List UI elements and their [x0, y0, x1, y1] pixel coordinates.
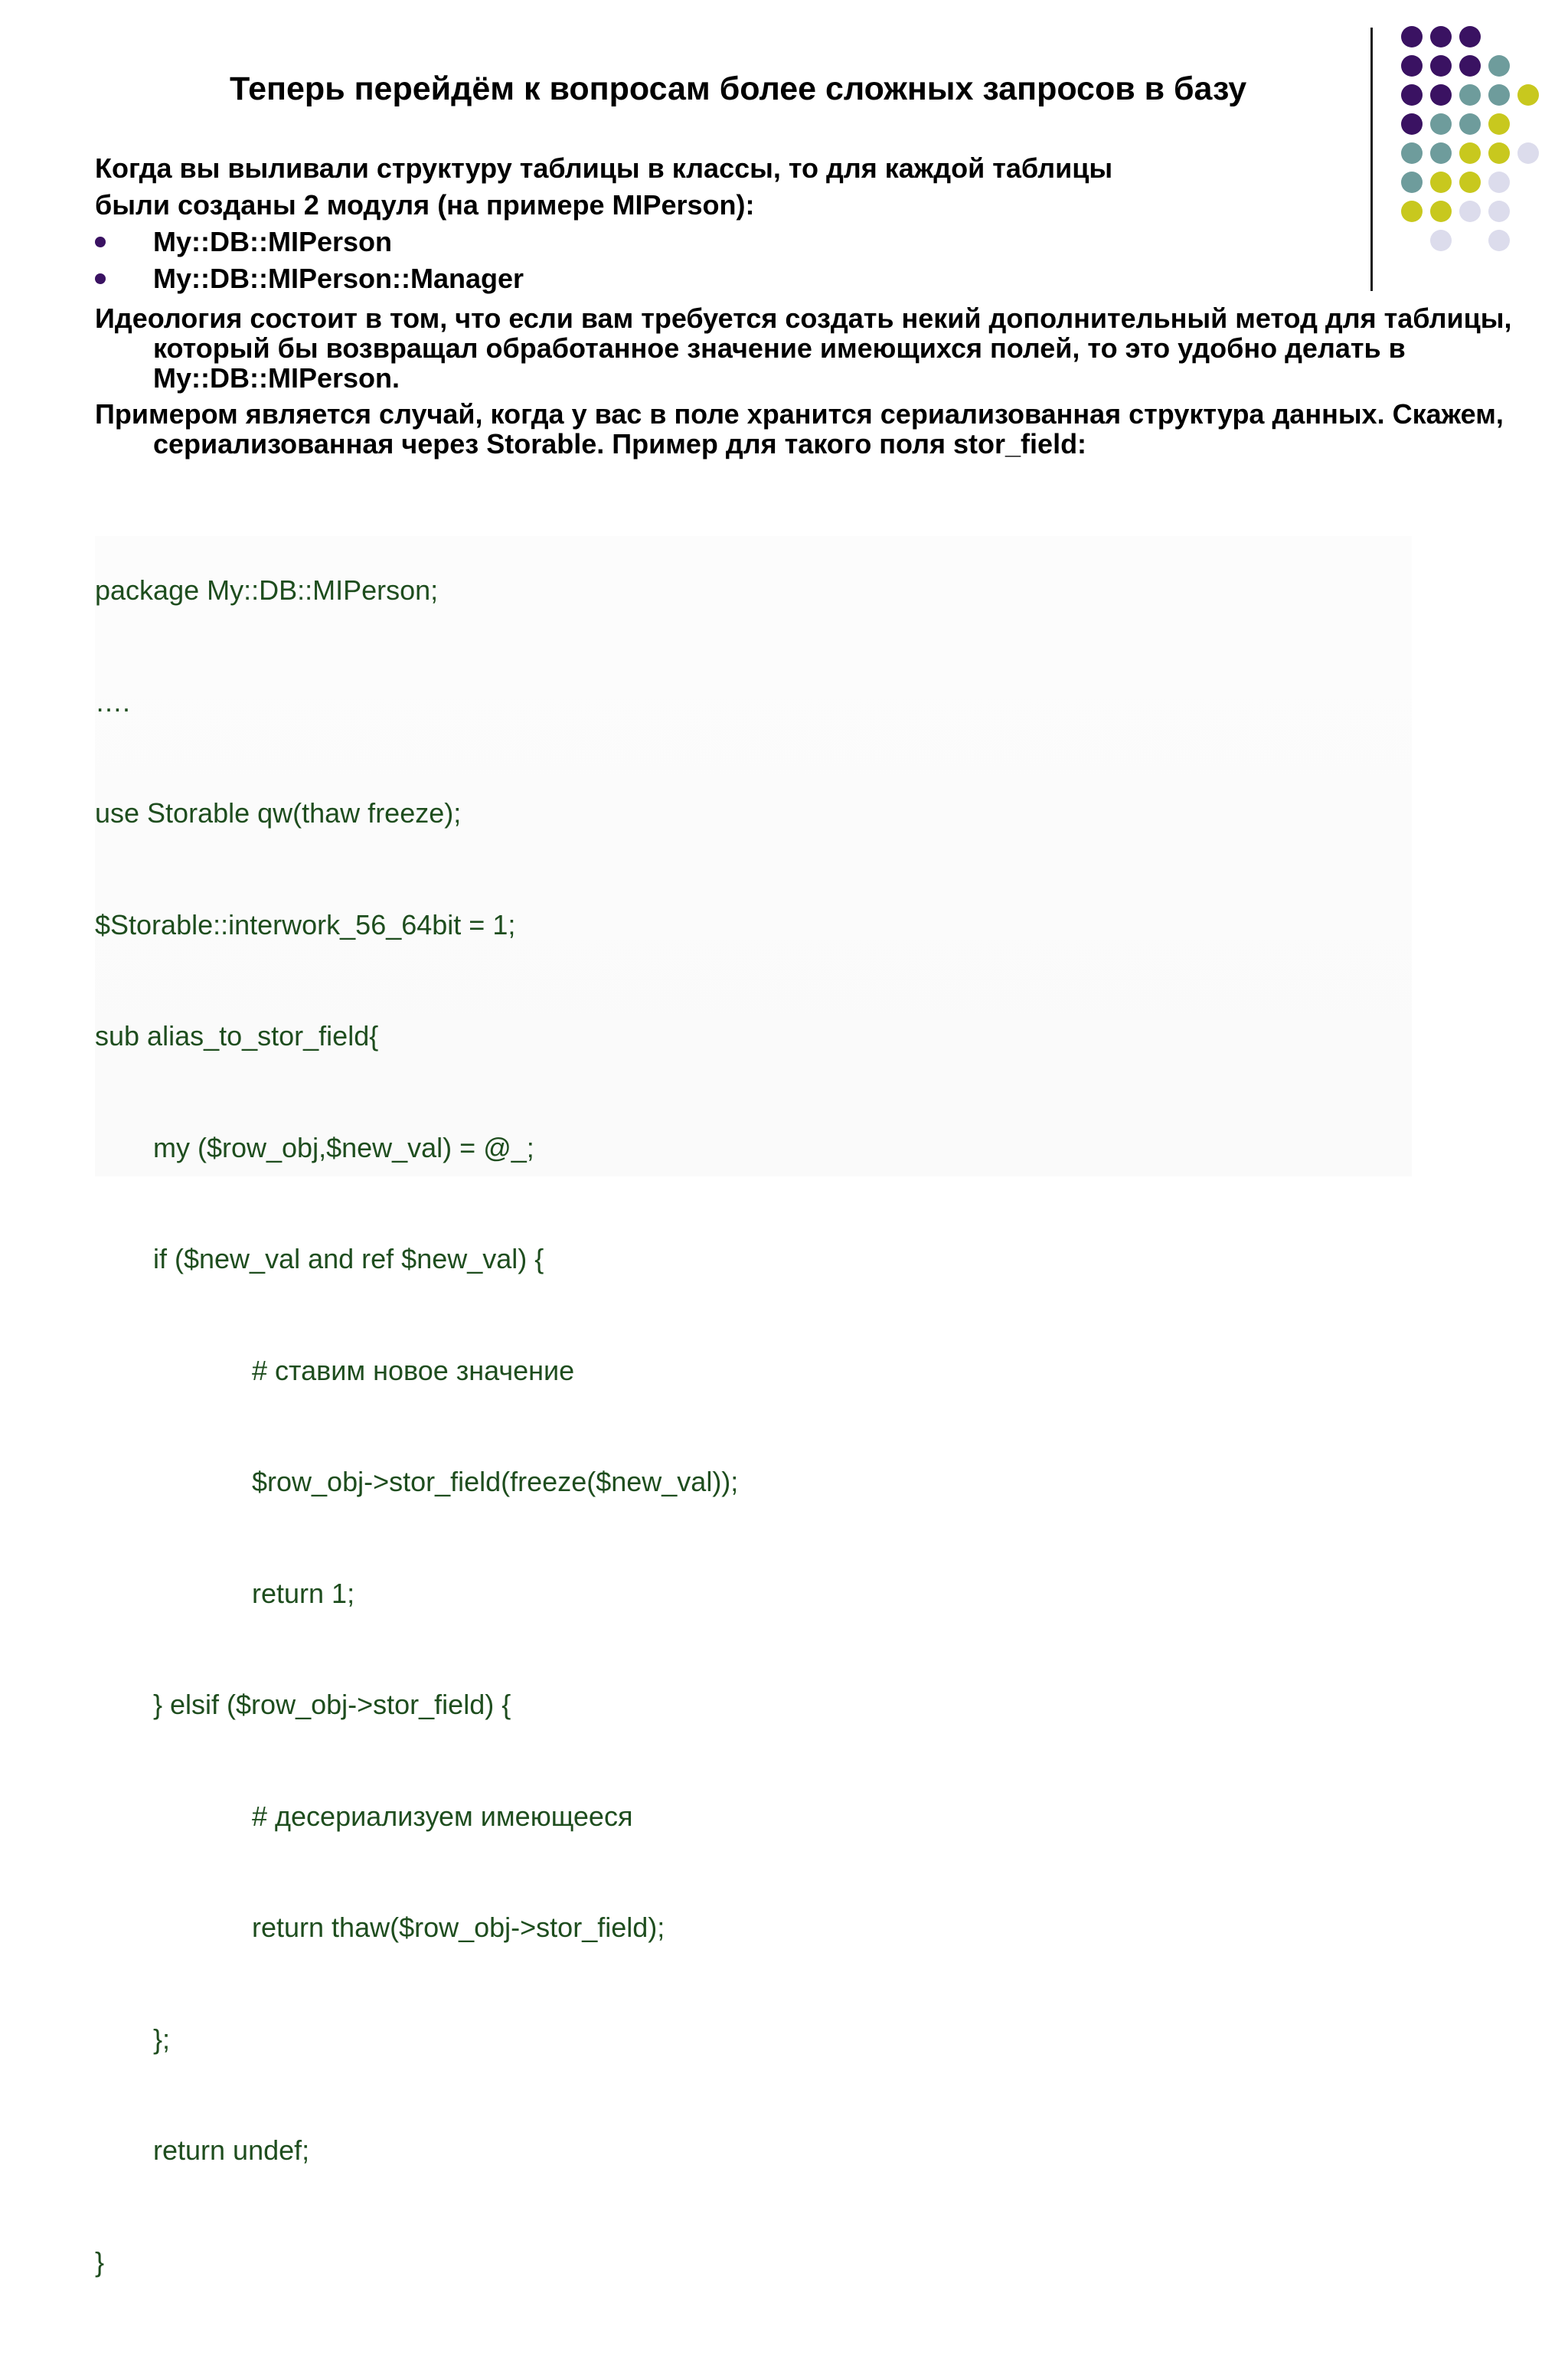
decor-dot — [1401, 84, 1423, 106]
decor-dot — [1401, 113, 1423, 135]
decor-dot — [1517, 84, 1539, 106]
bullet-dot-icon — [95, 273, 106, 284]
code-line: return 1; — [252, 1577, 355, 1609]
slide-title: Теперь перейдём к вопросам более сложных запросов в базу — [230, 70, 1247, 107]
decor-dot — [1430, 55, 1452, 77]
bullet-text: My::DB::MIPerson — [153, 226, 392, 257]
bullet-item — [95, 224, 1534, 260]
code-line: return undef; — [153, 2134, 310, 2166]
example-paragraph: Примером является случай, когда у вас в поле хранится сериализованная структура данных. Скажем, сериализованная через Storable. Пример для такого поля stor_field: — [95, 398, 1504, 460]
intro-line-2: были созданы 2 модуля (на примере MIPerson): — [95, 189, 755, 221]
decor-dot — [1459, 55, 1481, 77]
bullet-dot-icon — [95, 237, 106, 247]
intro-line-1: Когда вы выливали структуру таблицы в классы, то для каждой таблицы — [95, 152, 1113, 184]
bullet-text: My::DB::MIPerson::Manager — [153, 263, 524, 294]
decor-dot — [1488, 55, 1510, 77]
code-line: } elsif ($row_obj->stor_field) { — [153, 1689, 511, 1720]
code-line: my ($row_obj,$new_val) = @_; — [153, 1131, 534, 1163]
decor-dot — [1488, 84, 1510, 106]
code-line: $row_obj->stor_field(freeze($new_val)); — [252, 1466, 739, 1497]
decor-dot — [1430, 84, 1452, 106]
code-line: …. — [95, 685, 131, 718]
decor-dot — [1401, 55, 1423, 77]
ideology-paragraph: Идеология состоит в том, что если вам требуется создать некий дополнительный метод для таблицы, который бы возвращал обработанное значение имеющихся полей, то это удобно делать в My::DB::MIPerson. — [95, 303, 1512, 394]
code-line: return thaw($row_obj->stor_field); — [252, 1912, 665, 1943]
code-line: } — [95, 2245, 105, 2278]
slide-body — [95, 150, 1534, 459]
code-line: package My::DB::MIPerson; — [95, 574, 439, 606]
decor-dot — [1488, 113, 1510, 135]
decor-dot — [1430, 113, 1452, 135]
code-line: if ($new_val and ref $new_val) { — [153, 1243, 544, 1274]
code-line: $Storable::interwork_56_64bit = 1; — [95, 908, 516, 940]
decor-dot — [1459, 84, 1481, 106]
code-comment-line: # ставим новое значение — [252, 1354, 575, 1386]
decor-dot — [1401, 26, 1423, 47]
decor-dot — [1459, 113, 1481, 135]
bullet-item — [95, 260, 1534, 297]
code-comment-line: # десериализуем имеющееся — [252, 1800, 633, 1832]
decor-dot — [1459, 26, 1481, 47]
code-line: sub alias_to_stor_field{ — [95, 1020, 379, 1052]
decor-dot — [1430, 26, 1452, 47]
code-block — [95, 498, 738, 2355]
code-line: }; — [153, 2023, 171, 2055]
code-line: use Storable qw(thaw freeze); — [95, 797, 462, 829]
